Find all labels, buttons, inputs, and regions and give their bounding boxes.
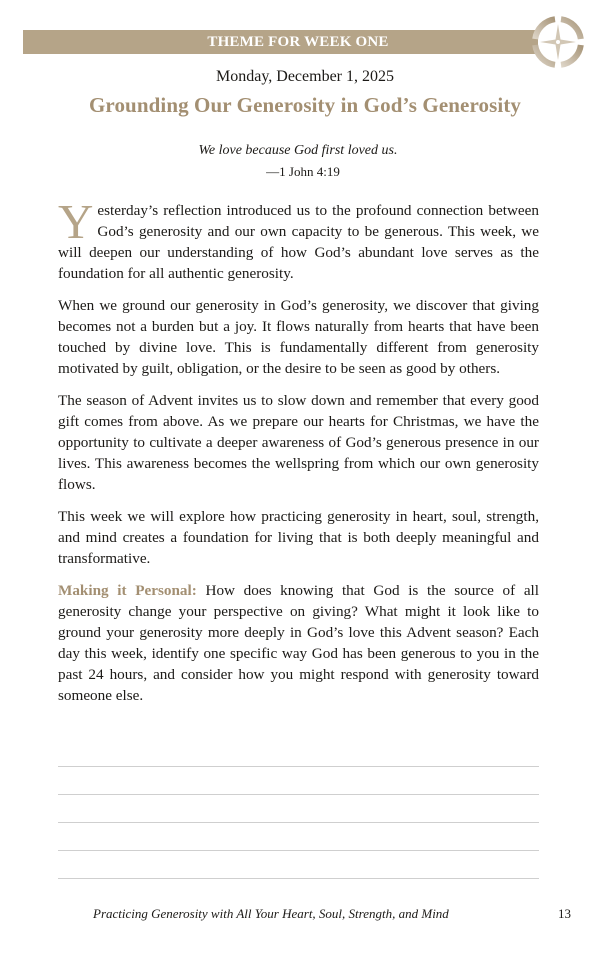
entry-title: Grounding Our Generosity in God’s Generosity	[88, 93, 522, 117]
paragraph-text: esterday’s reflection introduced us to the profound connection between God’s generosity and our own capacity to be generous. This week, we will deepen our understanding of how God’s abundant love serves as the foundation for all authentic generosity.	[58, 202, 539, 282]
scripture-verse: We love because God first loved us.	[198, 143, 398, 158]
paragraph: When we ground our generosity in God’s generosity, we discover that giving becomes not a burden but a joy. It flows naturally from hearts that have been touched by divine love. This is fundamentally different from generosity motivated by guilt, obligation, or the desire to be seen as good by others.	[58, 297, 539, 377]
page-number: 13	[558, 906, 571, 921]
reflection-body	[58, 194, 539, 717]
paragraph: This week we will explore how practicing generosity in heart, soul, strength, and mind creates a foundation for living that is both deeply meaningful and transformative.	[58, 508, 539, 567]
making-it-personal-label: Making it Personal:	[58, 582, 197, 599]
writing-line[interactable]	[58, 878, 539, 879]
paragraph	[58, 194, 539, 284]
compass-icon	[530, 14, 586, 70]
writing-line[interactable]	[58, 850, 539, 851]
writing-line[interactable]	[58, 794, 539, 795]
footer-book-title: Practicing Generosity with All Your Heart, Soul, Strength, and Mind	[93, 906, 449, 921]
scripture-reference	[0, 164, 596, 180]
writing-line[interactable]	[58, 766, 539, 767]
drop-cap: Y	[58, 194, 94, 249]
theme-banner-label: THEME FOR WEEK ONE	[207, 34, 389, 50]
scripture-reference-text: —1 John 4:19	[266, 164, 340, 179]
journal-writing-lines	[58, 766, 539, 906]
making-it-personal-text: How does knowing that God is the source of all generosity change your perspective on giving? What might it look like to ground your generosity more deeply in God’s love this Advent season? Each day this week, identify one specific way God has been generous to you in the past 24 hours, and consider how you might respond with generosity toward someone else.	[58, 582, 539, 704]
making-it-personal	[58, 580, 539, 706]
paragraph: The season of Advent invites us to slow down and remember that every good gift comes from above. As we prepare our hearts for Christmas, we have the opportunity to cultivate a deeper awareness of God’s generous presence in our lives. This awareness becomes the wellspring from which our own generosity flows.	[58, 392, 539, 493]
entry-date: Monday, December 1, 2025	[215, 68, 395, 85]
writing-line[interactable]	[58, 822, 539, 823]
